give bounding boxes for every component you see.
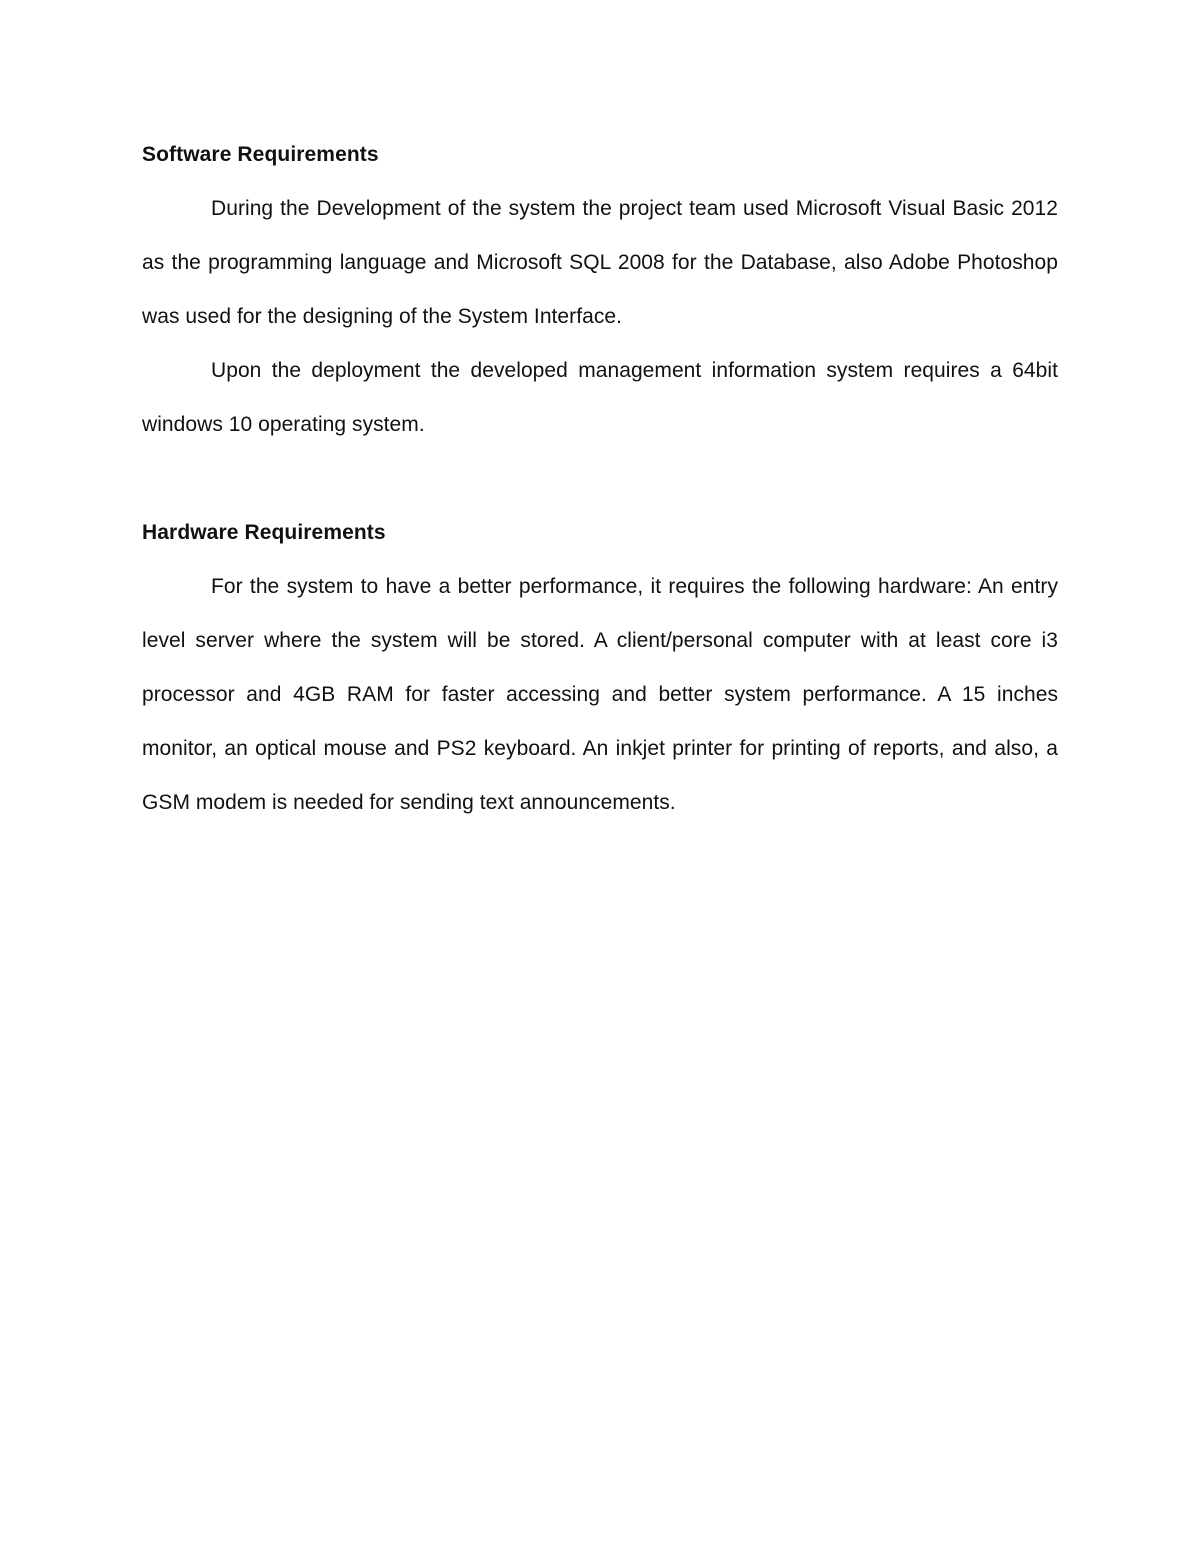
hardware-requirements-heading: Hardware Requirements	[142, 521, 386, 544]
section-spacer	[142, 452, 1058, 506]
software-paragraph-2: Upon the deployment the developed management information system requires a 64bit windows 10 operating system.	[142, 359, 1058, 436]
software-requirements-heading: Software Requirements	[142, 143, 379, 166]
software-paragraph-1: During the Development of the system the project team used Microsoft Visual Basic 2012 as the programming language and Microsoft SQL 2008 for the Database, also Adobe Photoshop was used for the designing of the System Interface.	[142, 197, 1058, 328]
document-body	[142, 128, 1058, 830]
hardware-paragraph-1: For the system to have a better performance, it requires the following hardware: An entry level server where the system will be stored. A client/personal computer with at least core i3 processor and 4GB RAM for faster accessing and better system performance. A 15 inches monitor, an optical mouse and PS2 keyboard. An inkjet printer for printing of reports, and also, a GSM modem is needed for sending text announcements.	[142, 575, 1058, 814]
